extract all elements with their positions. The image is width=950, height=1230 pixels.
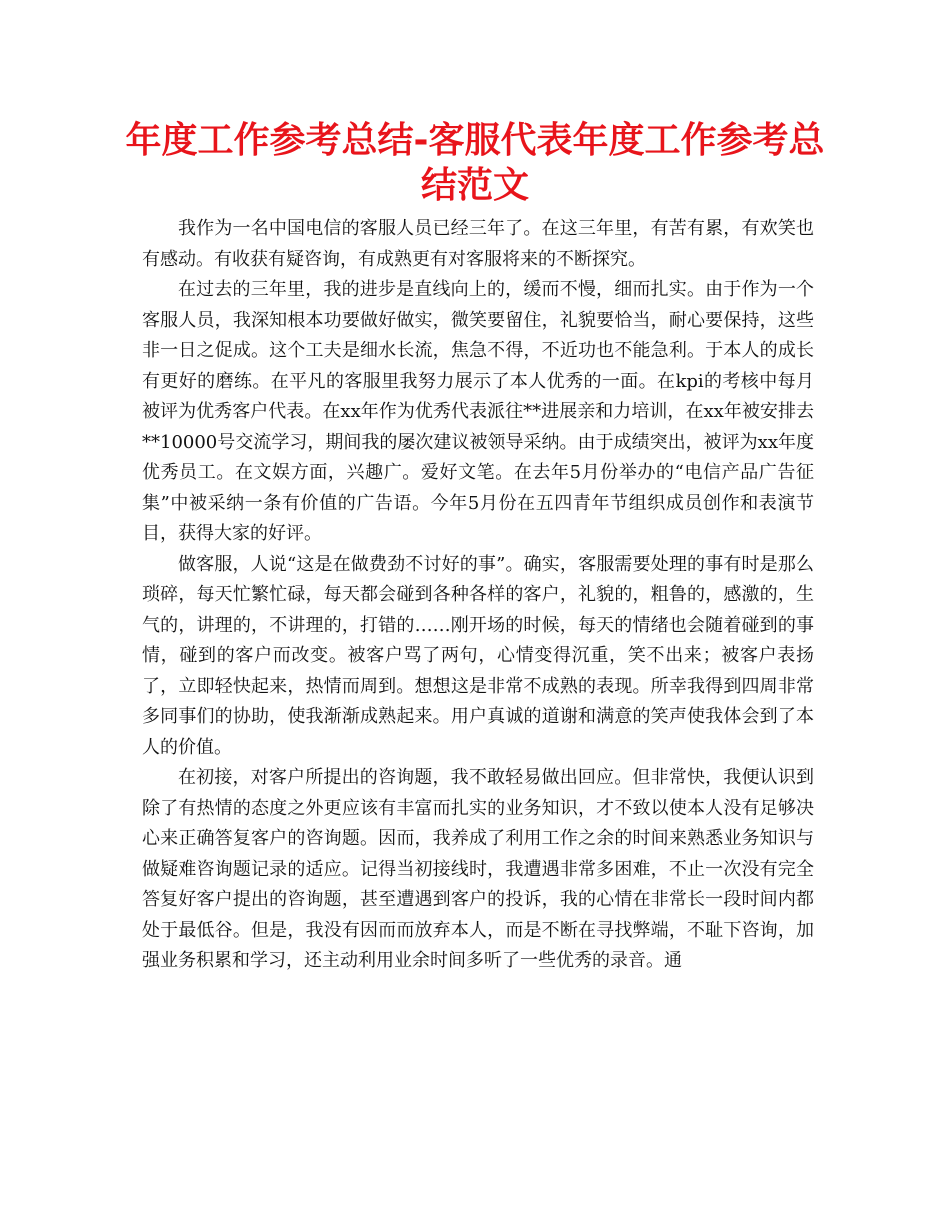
document-title: 年度工作参考总结-客服代表年度工作参考总结范文 <box>125 120 825 206</box>
paragraph-4: 在初接，对客户所提出的咨询题，我不敢轻易做出回应。但非常快，我便认识到除了有热情的态度之外更应该有丰富而扎实的业务知识，才不致以使本人没有足够决心来正确答复客户的咨询题。因而，我养成了利用工作之余的时间来熟悉业务知识与做疑难咨询题记录的适应。记得当初接线时，我遭遇非常多困难，不止一次没有完全答复好客户提出的咨询题，甚至遭遇到客户的投诉，我的心情在非常长一段时间内都处于最低谷。但是，我没有因而而放弃本人，而是不断在寻找弊端，不耻下咨询，加强业务积累和学习，还主动利用业余时间多听了一些优秀的录音。通 <box>142 767 814 971</box>
paragraph-3: 做客服，人说“这是在做费劲不讨好的事”。确实，客服需要处理的事有时是那么琐碎，每天忙繁忙碌，每天都会碰到各种各样的客户，礼貌的，粗鲁的，感激的，生气的，讲理的，不讲理的，打错的……刚开场的时候，每天的情绪也会随着碰到的事情，碰到的客户而改变。被客户骂了两句，心情变得沉重，笑不出来；被客户表扬了，立即轻快起来，热情而周到。想想这是非常不成熟的表现。所幸我得到四周非常多同事们的协助，使我渐渐成熟起来。用户真诚的道谢和满意的笑声使我体会到了本人的价值。 <box>142 553 814 758</box>
paragraph-1: 我作为一名中国电信的客服人员已经三年了。在这三年里，有苦有累，有欢笑也有感动。有收获有疑咨询，有成熟更有对客服将来的不断探究。 <box>142 218 814 270</box>
paragraph-2: 在过去的三年里，我的进步是直线向上的，缓而不慢，细而扎实。由于作为一个客服人员，我深知根本功要做好做实，微笑要留住，礼貌要恰当，耐心要保持，这些非一日之促成。这个工夫是细水长流，焦急不得，不近功也不能急利。于本人的成长有更好的磨练。在平凡的客服里我努力展示了本人优秀的一面。在kpi的考核中每月被评为优秀客户代表。在xx年作为优秀代表派往**进展亲和力培训，在xx年被安排去**10000号交流学习，期间我的屡次建议被领导采纳。由于成绩突出，被评为xx年度优秀员工。在文娱方面，兴趣广。爱好文笔。在去年5月份举办的“电信产品广告征集”中被采纳一条有价值的广告语。今年5月份在五四青年节组织成员创作和表演节目，获得大家的好评。 <box>142 279 814 544</box>
document-body <box>142 214 814 977</box>
